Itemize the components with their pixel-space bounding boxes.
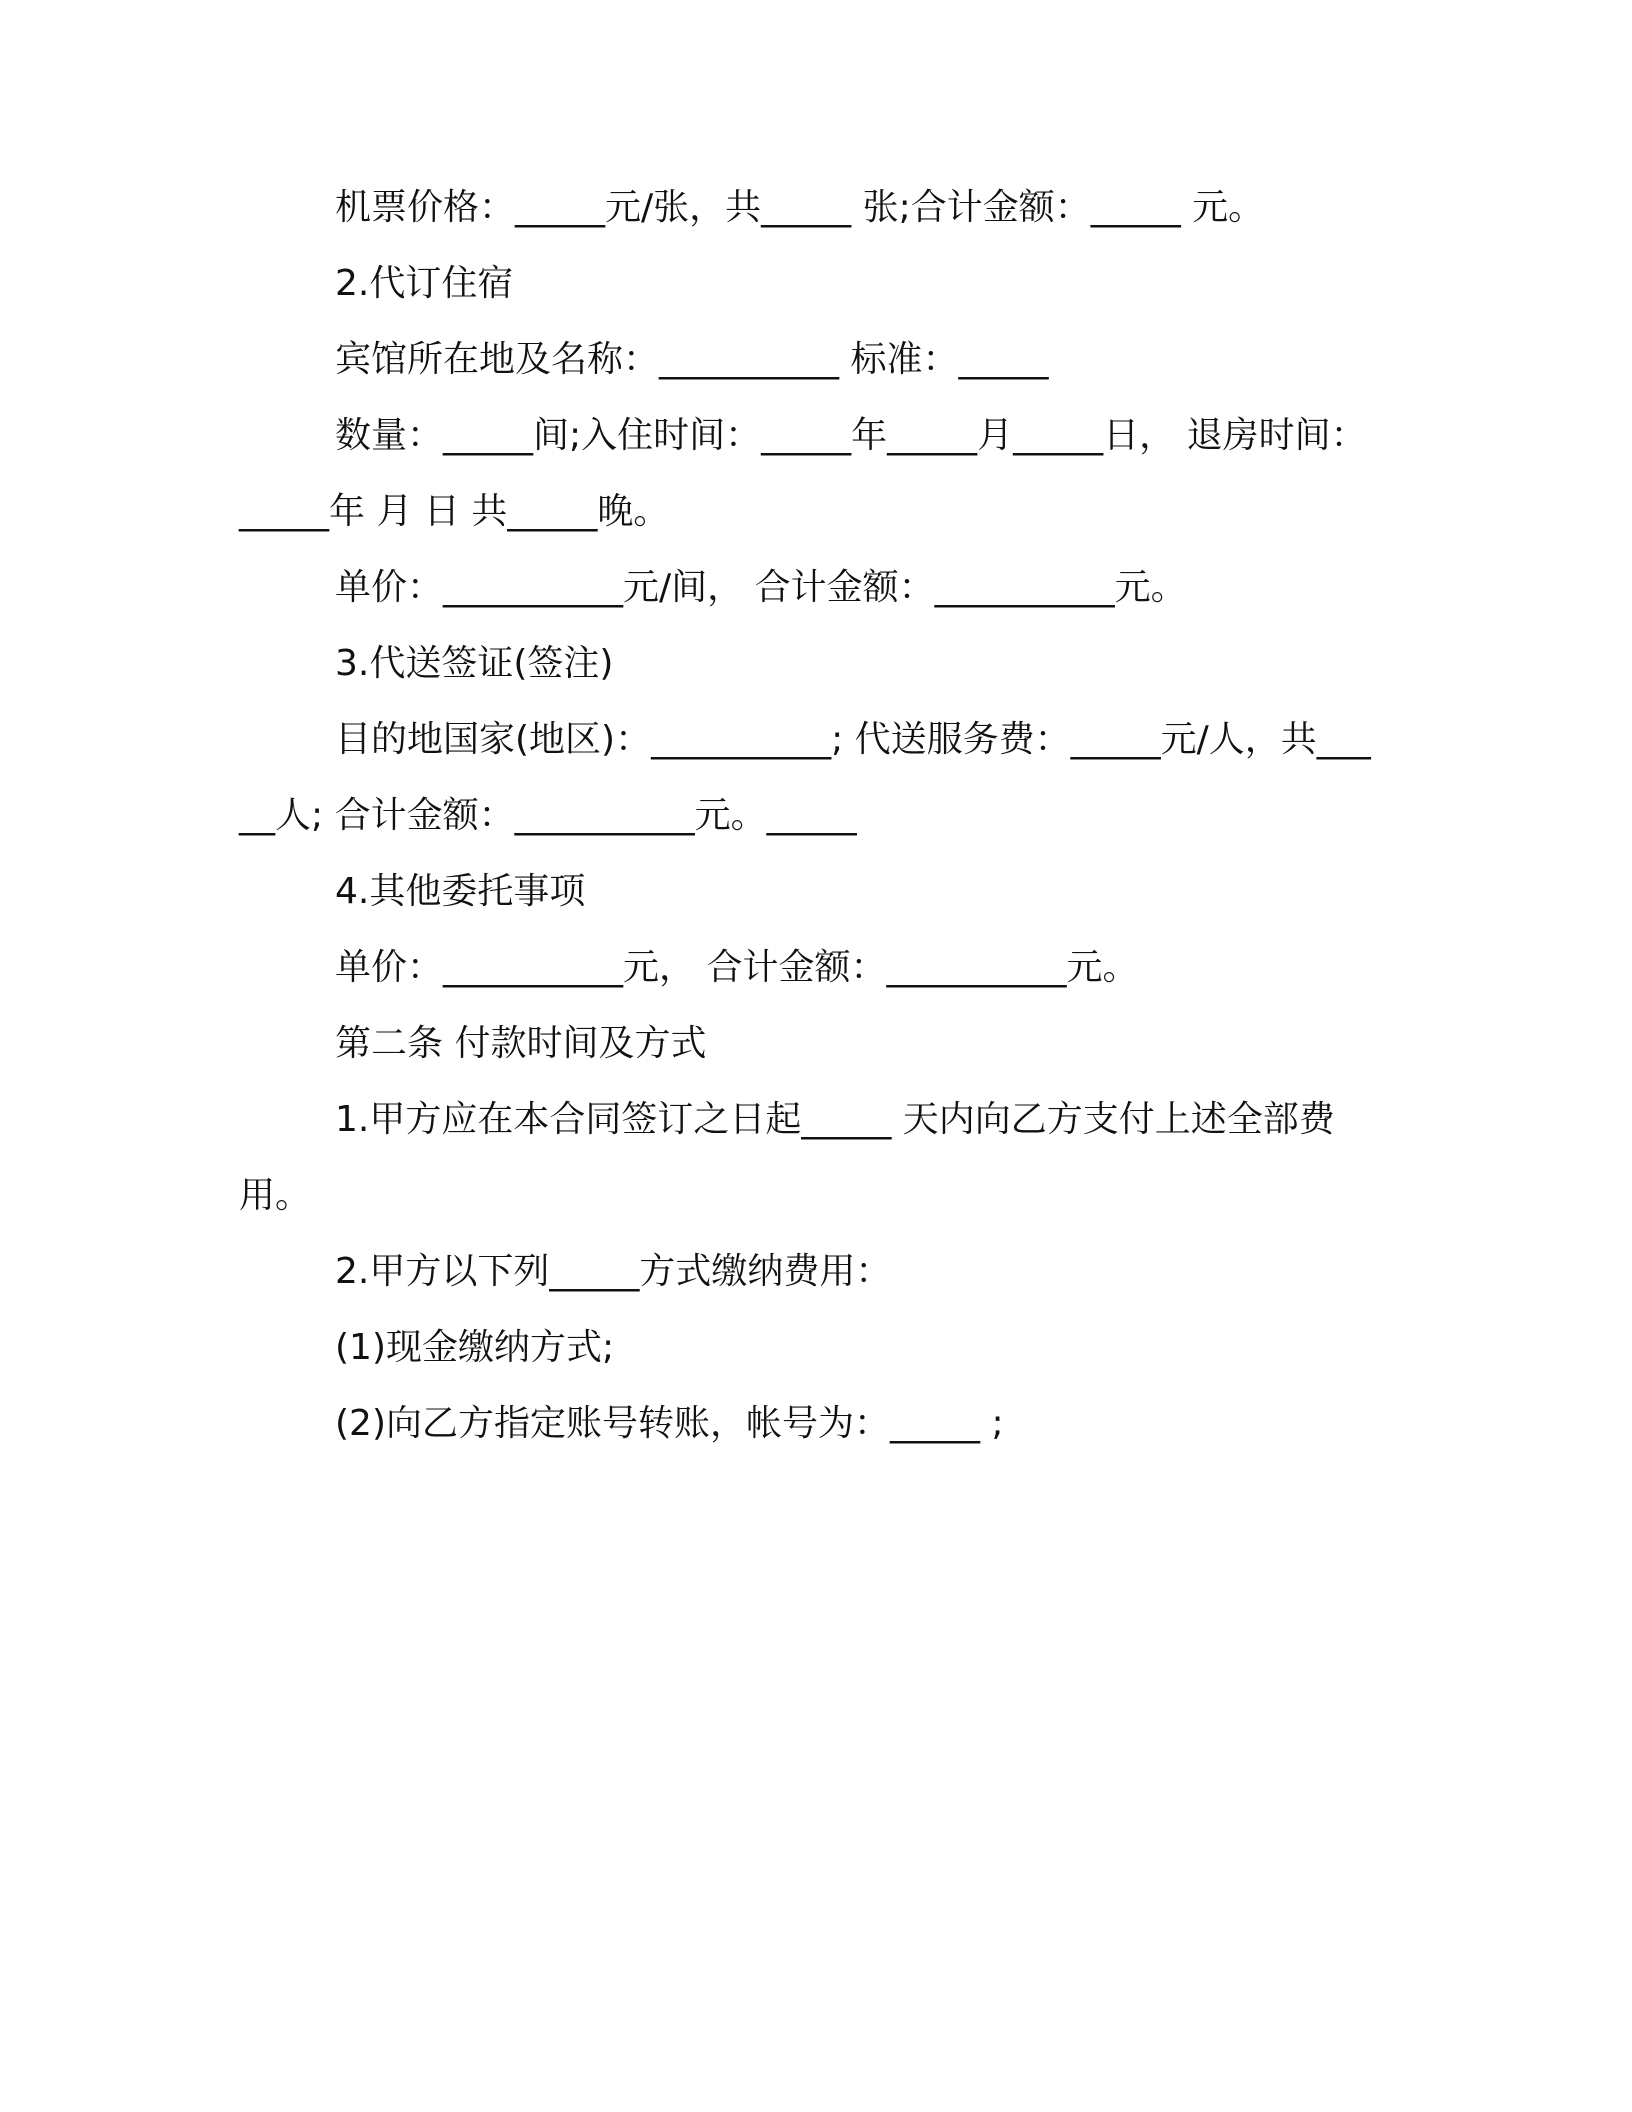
paragraph-room-dates: 数量：_____间;入住时间：_____年_____月_____日， 退房时间：_____年 月 日 共_____晚。 bbox=[239, 415, 1367, 532]
paragraph-other-price: 单价：__________元， 合计金额：__________元。 bbox=[335, 947, 1139, 988]
paragraph-visa-fee: 目的地国家(地区)：__________; 代送服务费：_____元/人，共_____人; 合计金额：__________元。_____ bbox=[239, 719, 1371, 836]
document-body bbox=[239, 170, 1384, 1462]
heading-article-two: 第二条 付款时间及方式 bbox=[335, 1023, 707, 1064]
paragraph-payment-method: 2.甲方以下列_____方式缴纳费用： bbox=[335, 1251, 892, 1292]
heading-other-matters: 4.其他委托事项 bbox=[335, 871, 586, 912]
paragraph-payment-deadline: 1.甲方应在本合同签订之日起_____ 天内向乙方支付上述全部费用。 bbox=[239, 1099, 1335, 1216]
paragraph-room-price: 单价：__________元/间， 合计金额：__________元。 bbox=[335, 567, 1187, 608]
paragraph-cash-payment: (1)现金缴纳方式; bbox=[335, 1327, 615, 1368]
paragraph-bank-transfer: (2)向乙方指定账号转账，帐号为：_____ ; bbox=[335, 1403, 1004, 1444]
paragraph-hotel-name: 宾馆所在地及名称：__________ 标准：_____ bbox=[335, 339, 1049, 380]
heading-visa-delivery: 3.代送签证(签注) bbox=[335, 643, 614, 684]
paragraph-ticket-price: 机票价格：_____元/张，共_____ 张;合计金额：_____ 元。 bbox=[335, 187, 1265, 228]
heading-hotel-booking: 2.代订住宿 bbox=[335, 263, 514, 304]
